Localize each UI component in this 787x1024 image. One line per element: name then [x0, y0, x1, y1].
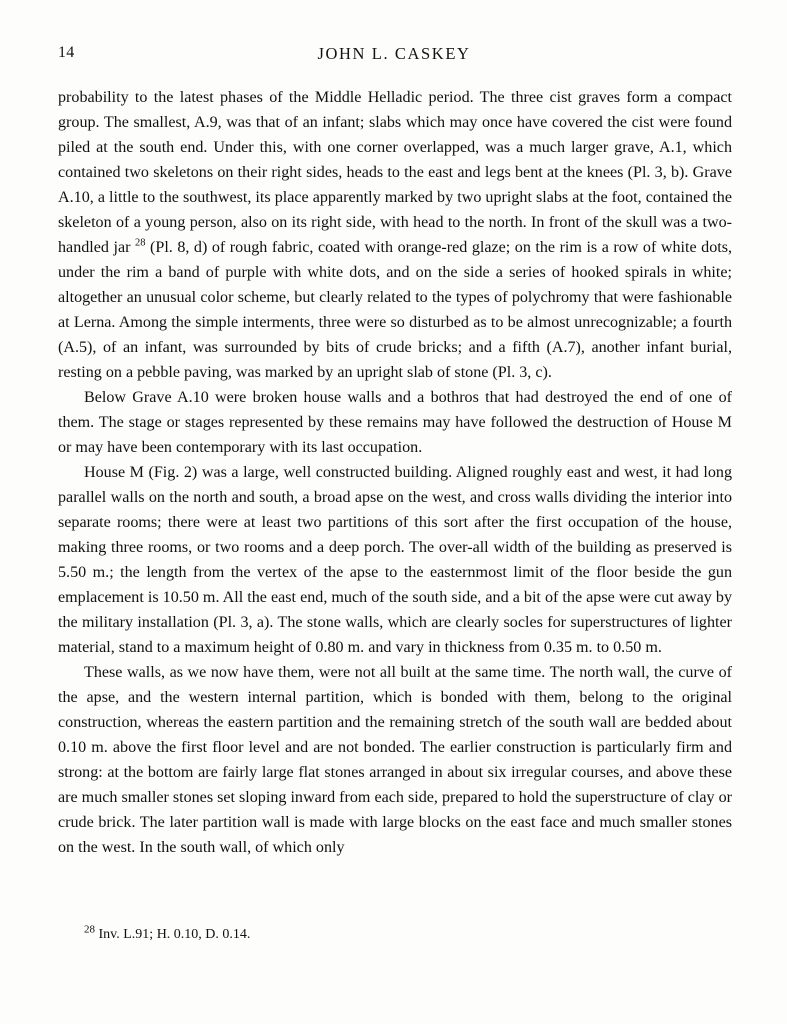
footnote-marker: 28: [84, 923, 95, 936]
footnote-text: Inv. L.91; H. 0.10, D. 0.14.: [98, 927, 251, 942]
running-title: JOHN L. CASKEY: [317, 44, 471, 63]
body-text-column: [58, 85, 732, 860]
page-number: 14: [58, 44, 75, 61]
page-header: [58, 44, 730, 66]
paragraph-3: House M (Fig. 2) was a large, well constructed building. Aligned roughly east and west, it had long parallel walls on the north and south, a broad apse on the west, and cross walls dividing the interior into separate rooms; there were at least two partitions of this sort after the first occupation of the house, making three rooms, or two rooms and a deep porch. The over-all width of the building as preserved is 5.50 m.; the length from the vertex of the apse to the easternmost limit of the floor beside the gun emplacement is 10.50 m. All the east end, much of the south side, and a bit of the apse were cut away by the military installation (Pl. 3, a). The stone walls, which are clearly socles for superstructures of lighter material, stand to a maximum height of 0.80 m. and vary in thickness from 0.35 m. to 0.50 m.: [58, 464, 732, 656]
paragraph-2: Below Grave A.10 were broken house walls and a bothros that had destroyed the end of one of them. The stage or stages represented by these remains may have followed the destruction of House M or may have been contemporary with its last occupation.: [58, 389, 732, 456]
paragraph-4: These walls, as we now have them, were not all built at the same time. The north wall, the curve of the apse, and the western internal partition, which is bonded with them, belong to the original construction, whereas the eastern partition and the remaining stretch of the south wall are bedded about 0.10 m. above the first floor level and are not bonded. The earlier construction is particularly firm and strong: at the bottom are fairly large flat stones arranged in about six irregular courses, and above these are much smaller stones set sloping inward from each side, prepared to hold the superstructure of clay or crude brick. The later partition wall is made with large blocks on the east face and much smaller stones on the west. In the south wall, of which only: [58, 664, 732, 856]
footnote: [84, 925, 704, 945]
footnote-reference: 28: [134, 237, 146, 249]
paragraph-1: probability to the latest phases of the Middle Helladic period. The three cist graves form a compact group. The smallest, A.9, was that of an infant; slabs which may once have covered the cist were found piled at the south end. Under this, with one corner overlapped, was a much larger grave, A.1, which contained two skeletons on their right sides, heads to the east and legs bent at the knees (Pl. 3, b). Grave A.10, a little to the southwest, its place apparently marked by two upright slabs at the foot, contained the skeleton of a young person, also on its right side, with head to the north. In front of the skull was a two-handled jar $^{28}$ (Pl. 8, d) of rough fabric, coated with orange-red glaze; on the rim is a row of white dots, under the rim a band of purple with white dots, and on the side a series of hooked spirals in white; altogether an unusual color scheme, but clearly related to the types of polychromy that were fashionable at Lerna. Among the simple interments, three were so disturbed as to be almost unrecognizable; a fourth (A.5), of an infant, was surrounded by bits of crude bricks; and a fifth (A.7), another infant burial, resting on a pebble paving, was marked by an upright slab of stone (Pl. 3, c).: [58, 89, 732, 381]
